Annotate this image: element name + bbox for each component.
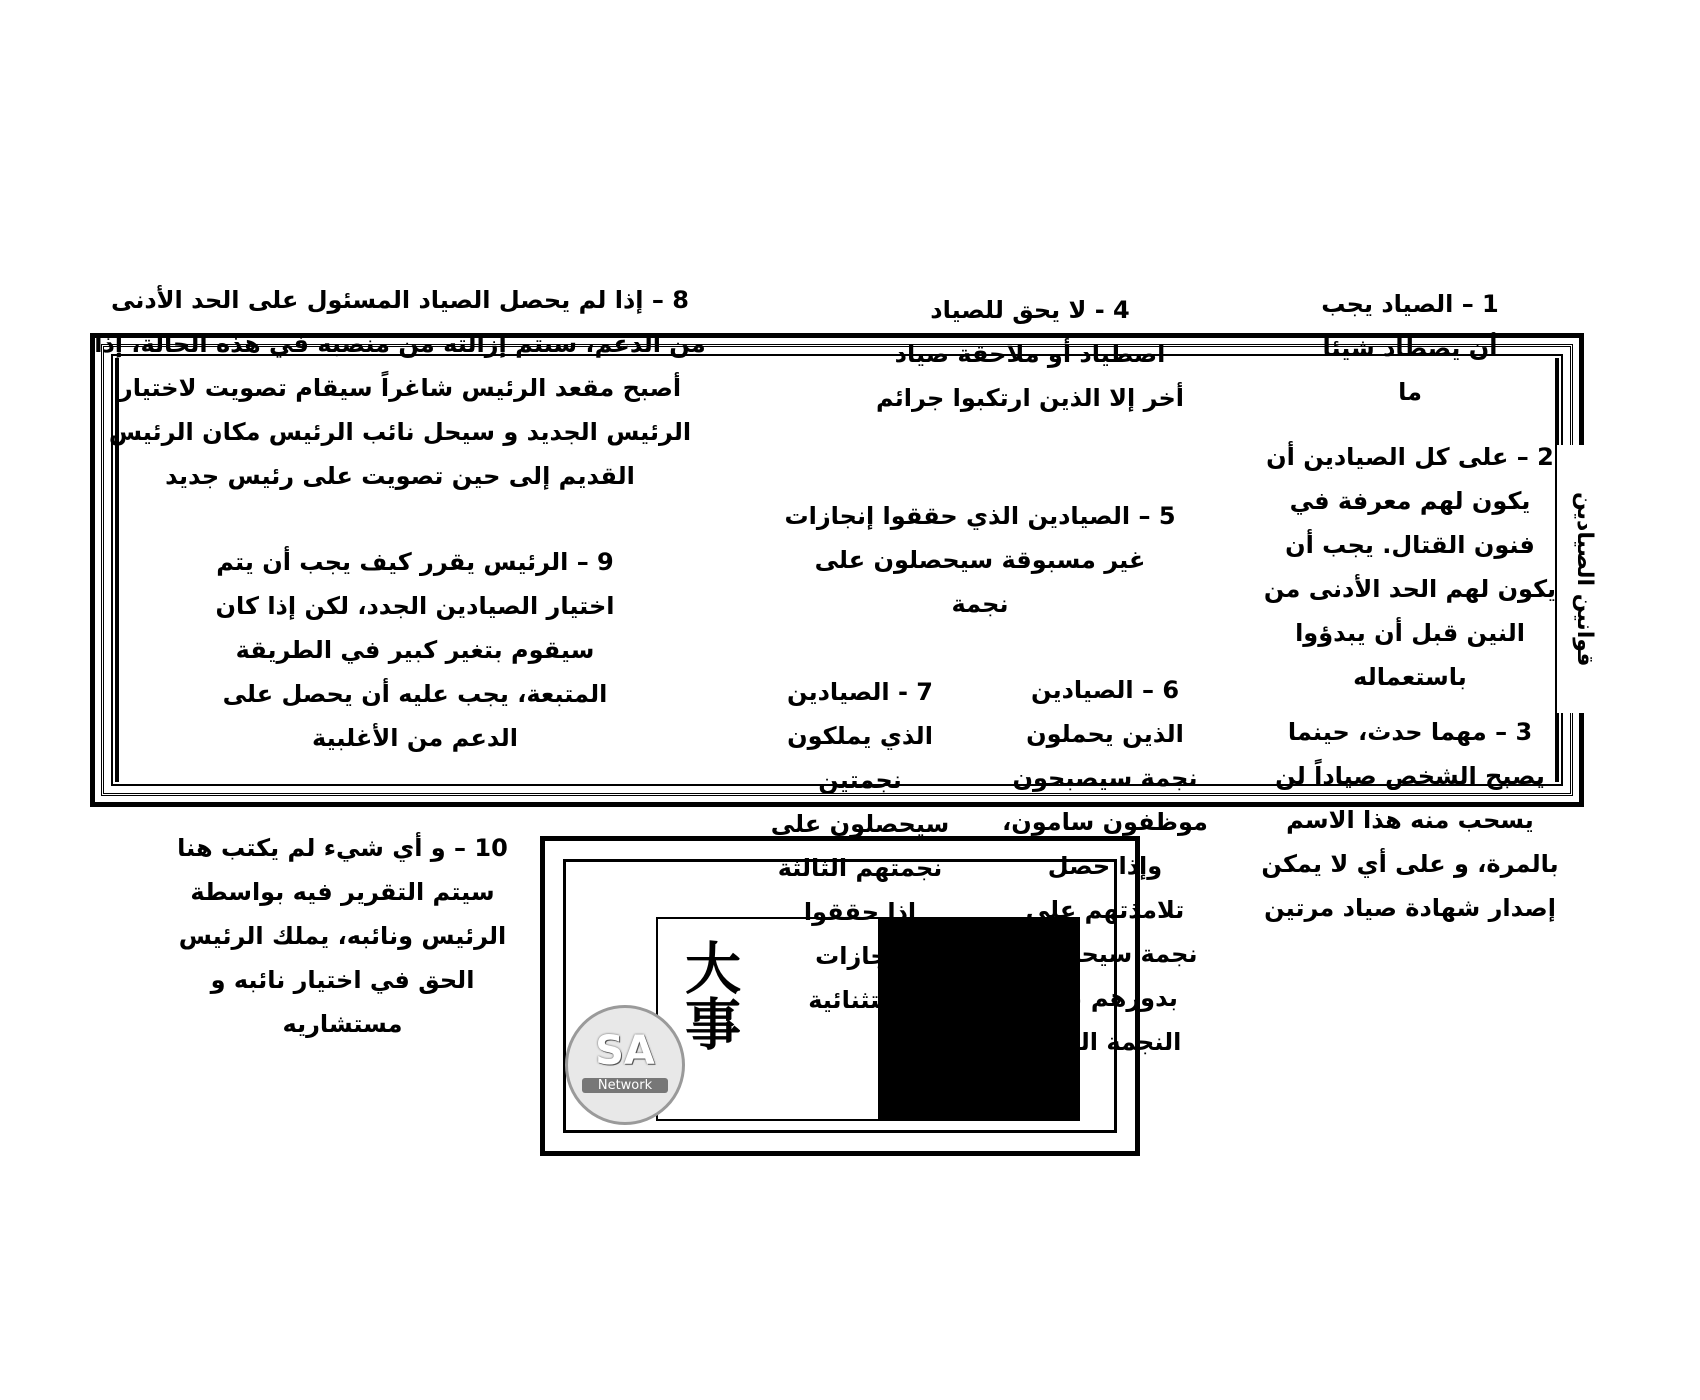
sa-network-watermark-logo xyxy=(565,1005,685,1125)
rule-3: 3 – مهما حدث، حينما يصبح الشخص صياداً لن يسحب منه هذا الاسم بالمرة، و على أي لا يمكن إصدار شهادة صياد مرتين xyxy=(1261,718,1559,922)
rule-9: 9 – الرئيس يقرر كيف يجب أن يتم اختيار الصيادين الجدد، لكن إذا كان سيقوم بتغير كبير في الطريقة المتبعة، يجب عليه أن يحصل على الدعم من الأغلبية xyxy=(215,548,615,752)
rule-7: 7 - الصيادين الذي يملكون نجمتين سيحصلون على نجمتهم الثالثة إذا حققوا إنجازات استثنائية xyxy=(770,678,950,1014)
rule-5: 5 – الصيادين الذي حققوا إنجازات غير مسبوقة سيحصلون على نجمة xyxy=(784,502,1176,618)
panel-kanji: 大事 xyxy=(676,939,742,1051)
rule-4: 4 - لا يحق للصياد اصطياد أو ملاحقة صياد أخر إلا الذين ارتكبوا جرائم xyxy=(875,296,1185,412)
side-caption: قوانين الصيادين xyxy=(1557,445,1597,713)
watermark-logo-text: SA xyxy=(595,1028,655,1074)
rule-10: 10 – و أي شيء لم يكتب هنا سيتم التقرير فيه بواسطة الرئيس ونائبه، يملك الرئيس الحق في اختيار نائبه و مستشاريه xyxy=(177,834,508,1038)
rule-2: 2 – على كل الصيادين أن يكون لهم معرفة في فنون القتال. يجب أن يكون لهم الحد الأدنى من النين قبل أن يبدؤوا باستعماله xyxy=(1263,443,1557,691)
rule-6: 6 – الصيادين الذين يحملون نجمة سيصبحون موظفون سامون، وإذا حصل تلامذتهم على نجمة سيحصلون بدورهم على النجمة الثانية xyxy=(1002,676,1208,1056)
watermark-label: Network xyxy=(582,1078,668,1093)
rule-1: 1 – الصياد يجب أن يصطاد شيئا ما xyxy=(1321,290,1499,406)
rule-8: 8 – إذا لم يحصل الصياد المسئول على الحد الأدنى من الدعم، سيتم إزالته من منصبه في هذه الحالة، إذا أصبح مقعد الرئيس شاغراً سيقام تصويت لاختيار الرئيس الجديد و سيحل نائب الرئيس مكان الرئيس القديم إلى حين تصويت على رئيس جديد xyxy=(94,286,706,490)
